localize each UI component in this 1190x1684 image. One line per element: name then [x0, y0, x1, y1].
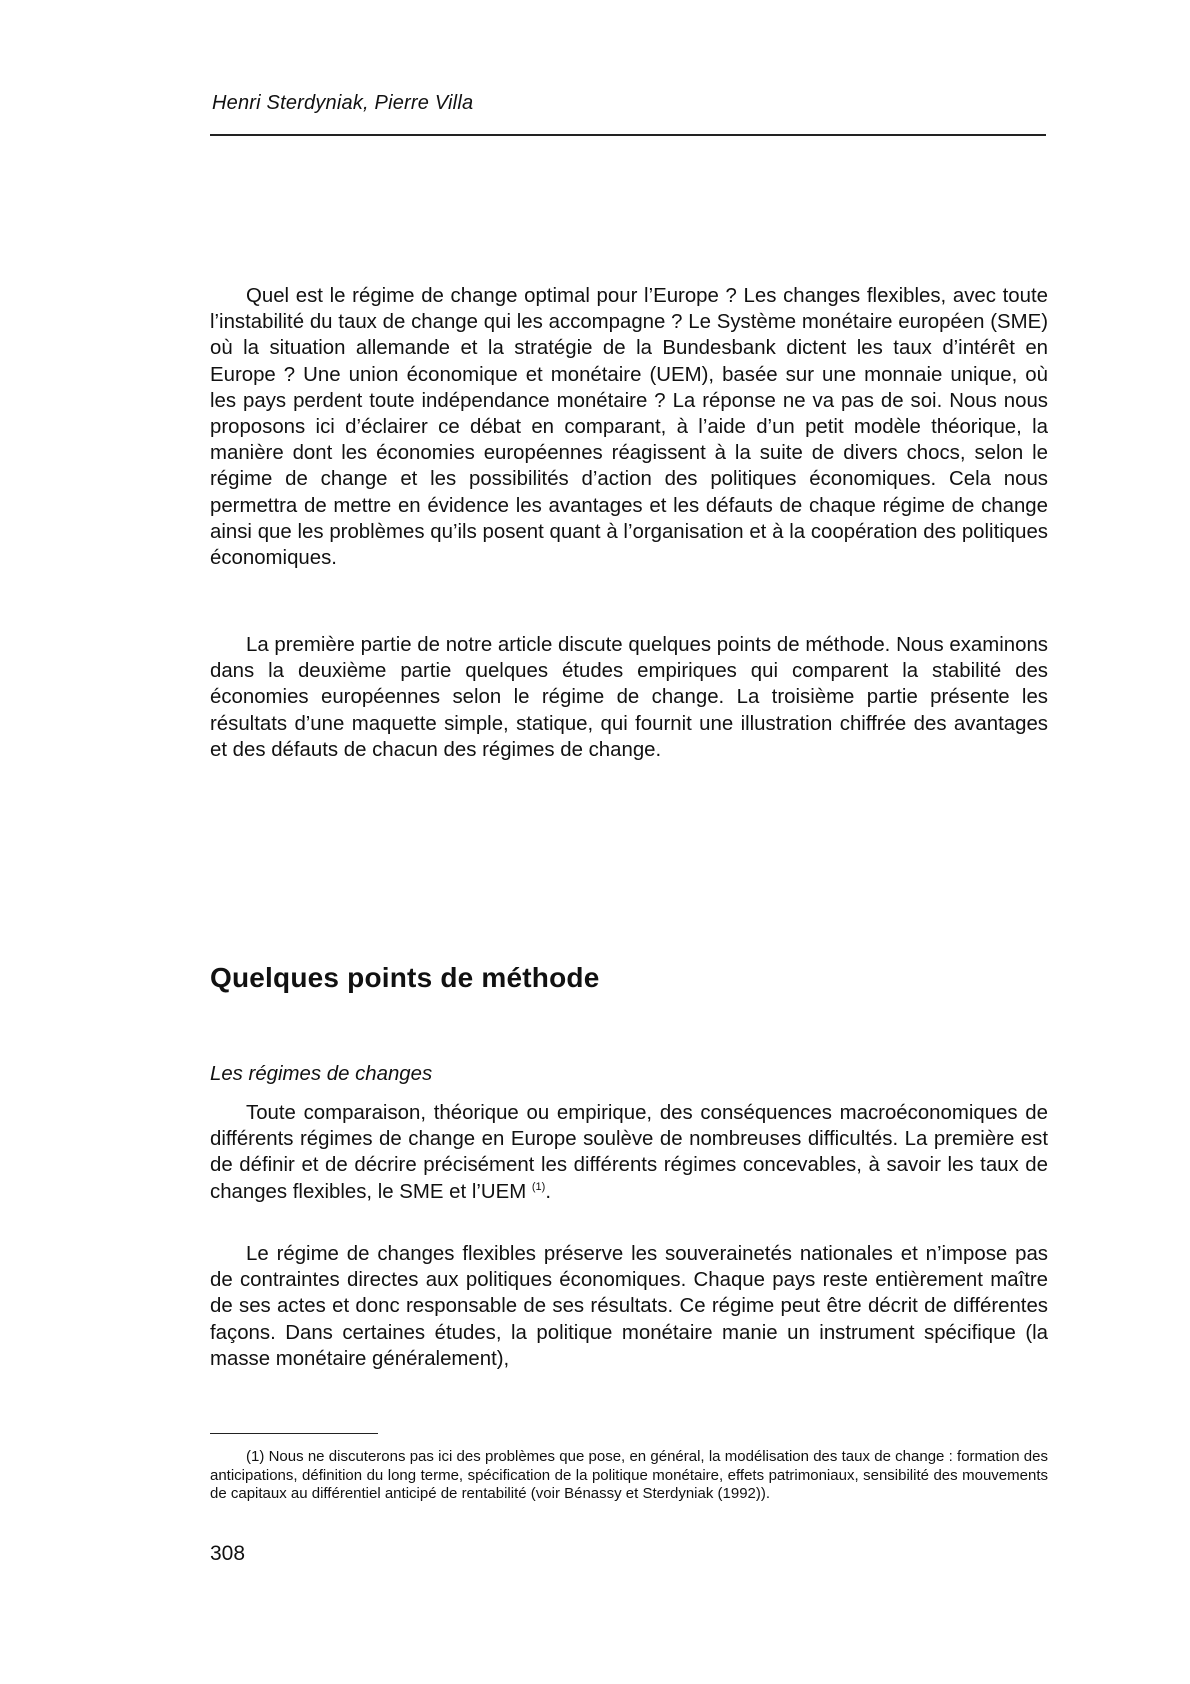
footnote-rule [210, 1433, 378, 1434]
page-number: 308 [210, 1542, 246, 1565]
method-paragraph-1 [210, 1100, 1048, 1205]
running-head-authors: Henri Sterdyniak, Pierre Villa [212, 92, 474, 114]
method-paragraph-1-text: Toute comparaison, théorique ou empirique, des conséquences macroéconomiques de différents régimes de change en Europe soulève de nombreuses difficultés. La première est de définir et de décrire précisément les différents régimes concevables, à savoir les taux de changes flexibles, le SME et l’UEM [210, 1102, 1048, 1203]
method-paragraph-1-end: . [545, 1180, 551, 1203]
footnote-1: (1) Nous ne discuterons pas ici des problèmes que pose, en général, la modélisation des taux de change : formation des anticipations, définition du long terme, spécification de la politique monétaire, effets patrimoniaux, sensibilité des mouvements de capitaux au différentiel anticipé de rentabilité (voir Bénassy et Sterdyniak (1992)). [210, 1448, 1048, 1503]
header-rule [210, 134, 1046, 136]
subsection-title: Les régimes de changes [210, 1063, 433, 1085]
footnote-reference-1[interactable]: (1) [531, 1180, 546, 1193]
intro-paragraph-1: Quel est le régime de change optimal pour l’Europe ? Les changes flexibles, avec toute l’instabilité du taux de change qui les accompagne ? Le Système monétaire européen (SME) où la situation allemande et la stratégie de la Bundesbank dictent les taux d’intérêt en Europe ? Une union économique et monétaire (UEM), basée sur une monnaie unique, où les pays perdent toute indépendance monétaire ? La réponse ne va pas de soi. Nous nous proposons ici d’éclairer ce débat en comparant, à l’aide d’un petit modèle théorique, la manière dont les économies européennes réagissent à la suite de divers chocs, selon le régime de change et les possibilités d’action des politiques économiques. Cela nous permettra de mettre en évidence les avantages et les défauts de chaque régime de change ainsi que les problèmes qu’ils posent quant à l’organisation et à la coopération des politiques économiques. [210, 285, 1048, 570]
section-title: Quelques points de méthode [210, 962, 600, 993]
method-paragraph-2: Le régime de changes flexibles préserve les souverainetés nationales et n’impose pas de contraintes directes aux politiques économiques. Chaque pays reste entièrement maître de ses actes et donc responsable de ses résultats. Ce régime peut être décrit de différentes façons. Dans certaines études, la politique monétaire manie un instrument spécifique (la masse monétaire généralement), [210, 1243, 1048, 1370]
intro-paragraph-2: La première partie de notre article discute quelques points de méthode. Nous examinons dans la deuxième partie quelques études empiriques qui comparent la stabilité des économies européennes selon le régime de change. La troisième partie présente les résultats d’une maquette simple, statique, qui fournit une illustration chiffrée des avantages et des défauts de chacun des régimes de change. [210, 634, 1048, 761]
